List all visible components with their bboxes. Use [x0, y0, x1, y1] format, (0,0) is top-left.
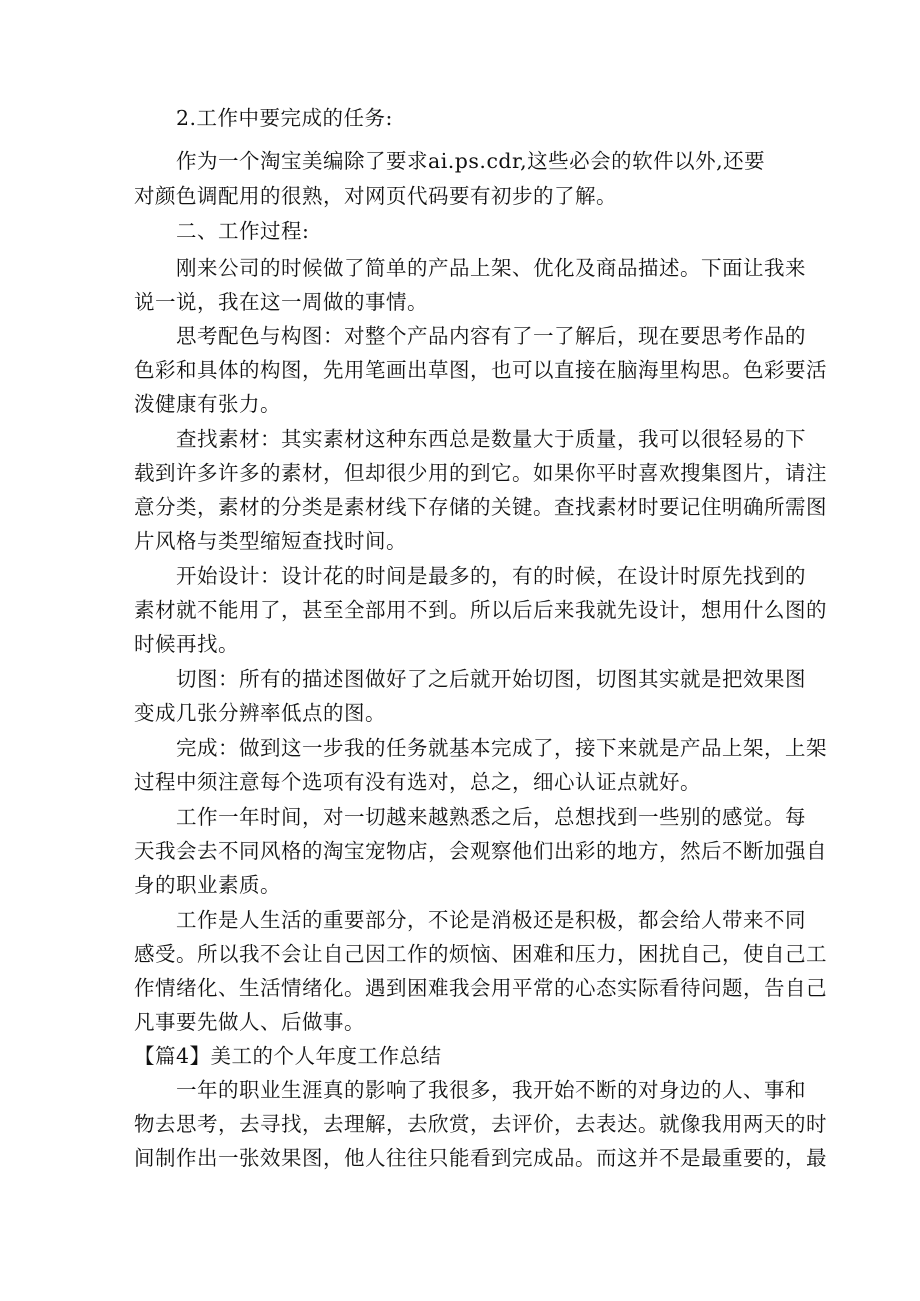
text-line: 完成：做到这一步我的任务就基本完成了，接下来就是产品上架，上架: [176, 736, 827, 760]
text-line: 意分类，素材的分类是素材线下存储的关键。查找素材时要记住明确所需图: [134, 495, 827, 519]
text-line: 切图：所有的描述图做好了之后就开始切图，切图其实就是把效果图: [176, 667, 806, 691]
text-line: 变成几张分辨率低点的图。: [134, 701, 386, 725]
text-line: 2.工作中要完成的任务:: [176, 106, 393, 130]
text-line: 间制作出一张效果图，他人往往只能看到完成品。而这并不是最重要的，最: [134, 1146, 827, 1170]
text-line: 载到许多许多的素材，但却很少用的到它。如果你平时喜欢搜集图片，请注: [134, 461, 827, 485]
text-line: 思考配色与构图：对整个产品内容有了一了解后，现在要思考作品的: [176, 324, 806, 348]
text-line: 查找素材：其实素材这种东西总是数量大于质量，我可以很轻易的下: [176, 427, 806, 451]
text-line: 对颜色调配用的很熟，对网页代码要有初步的了解。: [134, 184, 617, 208]
text-line: 过程中须注意每个选项有没有选对，总之，细心认证点就好。: [134, 770, 701, 794]
text-line: 工作一年时间，对一切越来越熟悉之后，总想找到一些别的感觉。每: [176, 805, 806, 829]
text-line: 工作是人生活的重要部分，不论是消极还是积极，都会给人带来不同: [176, 908, 806, 932]
text-line: 时候再找。: [134, 632, 239, 656]
text-line: 凡事要先做人、后做事。: [134, 1010, 365, 1034]
text-line: 色彩和具体的构图，先用笔画出草图，也可以直接在脑海里构思。色彩要活: [134, 358, 827, 382]
text-line: 泼健康有张力。: [134, 392, 281, 416]
text-line: 作为一个淘宝美编除了要求ai.ps.cdr,这些必会的软件以外,还要: [176, 149, 766, 173]
text-line: 刚来公司的时候做了简单的产品上架、优化及商品描述。下面让我来: [176, 256, 806, 280]
text-line: 开始设计：设计花的时间是最多的，有的时候，在设计时原先找到的: [176, 564, 806, 588]
text-line: 片风格与类型缩短查找时间。: [134, 529, 407, 553]
section-heading: 【篇4】美工的个人年度工作总结: [134, 1044, 442, 1068]
text-line: 二、工作过程:: [176, 219, 310, 243]
text-line: 说一说，我在这一周做的事情。: [134, 290, 428, 314]
text-line: 素材就不能用了，甚至全部用不到。所以后后来我就先设计，想用什么图的: [134, 598, 827, 622]
text-line: 物去思考，去寻找，去理解，去欣赏，去评价，去表达。就像我用两天的时: [134, 1112, 827, 1136]
text-line: 一年的职业生涯真的影响了我很多，我开始不断的对身边的人、事和: [176, 1078, 806, 1102]
text-line: 身的职业素质。: [134, 873, 281, 897]
text-line: 作情绪化、生活情绪化。遇到困难我会用平常的心态实际看待问题，告自己: [134, 976, 827, 1000]
text-line: 天我会去不同风格的淘宝宠物店，会观察他们出彩的地方，然后不断加强自: [134, 839, 827, 863]
text-line: 感受。所以我不会让自己因工作的烦恼、困难和压力，困扰自己，使自己工: [134, 942, 827, 966]
